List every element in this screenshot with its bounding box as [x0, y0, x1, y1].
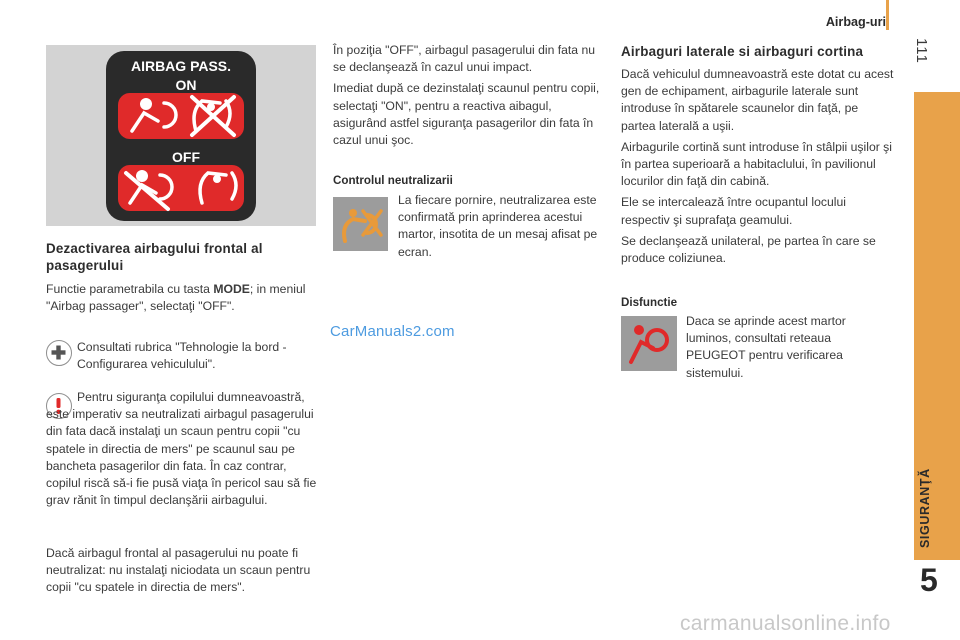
- info-note-text: Consultati rubrica "Tehnologie la bord - Configurarea vehiculului".: [77, 340, 287, 372]
- airbag-pass-panel: [46, 45, 316, 226]
- final-warning-text: Dacă airbagul frontal al pasagerului nu poate fi neutralizat: nu instalaţi niciodata un scaun pentru copii "cu spatele in directia de mers".: [46, 546, 311, 595]
- section-title: Airbag-uri: [825, 15, 886, 29]
- airbag-off-indicator: [118, 165, 244, 211]
- carmanuals-watermark: CarManuals2.com: [330, 323, 455, 340]
- control-text: La fiecare pornire, neutralizarea este confirmată prin aprinderea acestui martor, insotita de un mesaj afisat pe ecran.: [398, 193, 598, 259]
- chapter-tab[interactable]: [914, 92, 960, 640]
- airbag-off-label: OFF: [172, 149, 200, 165]
- malfunction-subheading: Disfunctie: [621, 296, 678, 309]
- neutralization-warning-lamp: [333, 197, 388, 251]
- deactivation-heading: Dezactivarea airbagului frontal al pasagerului: [46, 241, 263, 273]
- malfunction-text: Daca se aprinde acest martor luminos, consultati reteaua PEUGEOT pentru verificarea sistemului.: [686, 314, 846, 380]
- chapter-number: 5: [920, 562, 938, 598]
- airbag-off-lamp-icon: [333, 197, 388, 251]
- control-subheading: Controlul neutralizarii: [333, 174, 453, 187]
- deactivation-intro: Functie parametrabila cu tasta MODE; in meniul "Airbag passager", selectaţi "OFF".: [46, 282, 306, 314]
- warning-text: Pentru siguranţa copilului dumneavoastră, este imperativ sa neutralizati airbagul pasagerului din fata dacă instalaţi un scaun pentru copii "cu spatele in directia de mers" pe scaunul sau pe bancheta pasagerilor din fata. În caz contrar, copilul riscă să-i fie pusă viaţa în pericol sau să fie grav rănit în timpul declanşării airbagului.: [46, 390, 317, 508]
- info-badge: [46, 340, 72, 366]
- airbag-fault-lamp-icon: [621, 316, 677, 371]
- plus-icon: [47, 341, 70, 364]
- airbag-on-label: ON: [175, 77, 197, 93]
- footer-watermark: carmanualsonline.info: [680, 612, 891, 635]
- side-airbags-heading: Airbaguri laterale si airbaguri cortina: [621, 44, 864, 59]
- side-airbags-text: Dacă vehiculul dumneavoastră este dotat cu acest gen de echipament, airbagurile laterale sunt introduse în spătarele scaunelor din faţă, pe partea laterală a uşii. Airbagurile cortină sunt introduse în stâlpii uşilor şi în partea superioară a habitaclului, în pavilionul locurilor din faţă din cabină. Ele se intercalează între ocupantul locului respectiv şi suprafaţa geamului. Se declanşează unilateral, pe partea în care se produce coliziunea.: [621, 67, 894, 266]
- airbag-pass-label: AIRBAG PASS.: [130, 58, 232, 74]
- mode-key-label: MODE: [213, 282, 250, 296]
- off-position-text: În poziţia "OFF", airbagul pasagerului din fata nu se declanşează în cazul unui impact. Imediat după ce dezinstalaţi scaunul pentru copii, selectaţi "ON", pentru a reactiva aibagul, asigurând astfel siguranţa pasagerilor din fata în cazul unui şoc.: [333, 43, 600, 148]
- header-accent-bar: [886, 0, 889, 30]
- malfunction-warning-lamp: [621, 316, 677, 371]
- airbag-pass-illustration: [46, 45, 316, 226]
- page-number: 111: [913, 38, 930, 64]
- chapter-tab-label: SIGURANŢĂ: [918, 468, 932, 548]
